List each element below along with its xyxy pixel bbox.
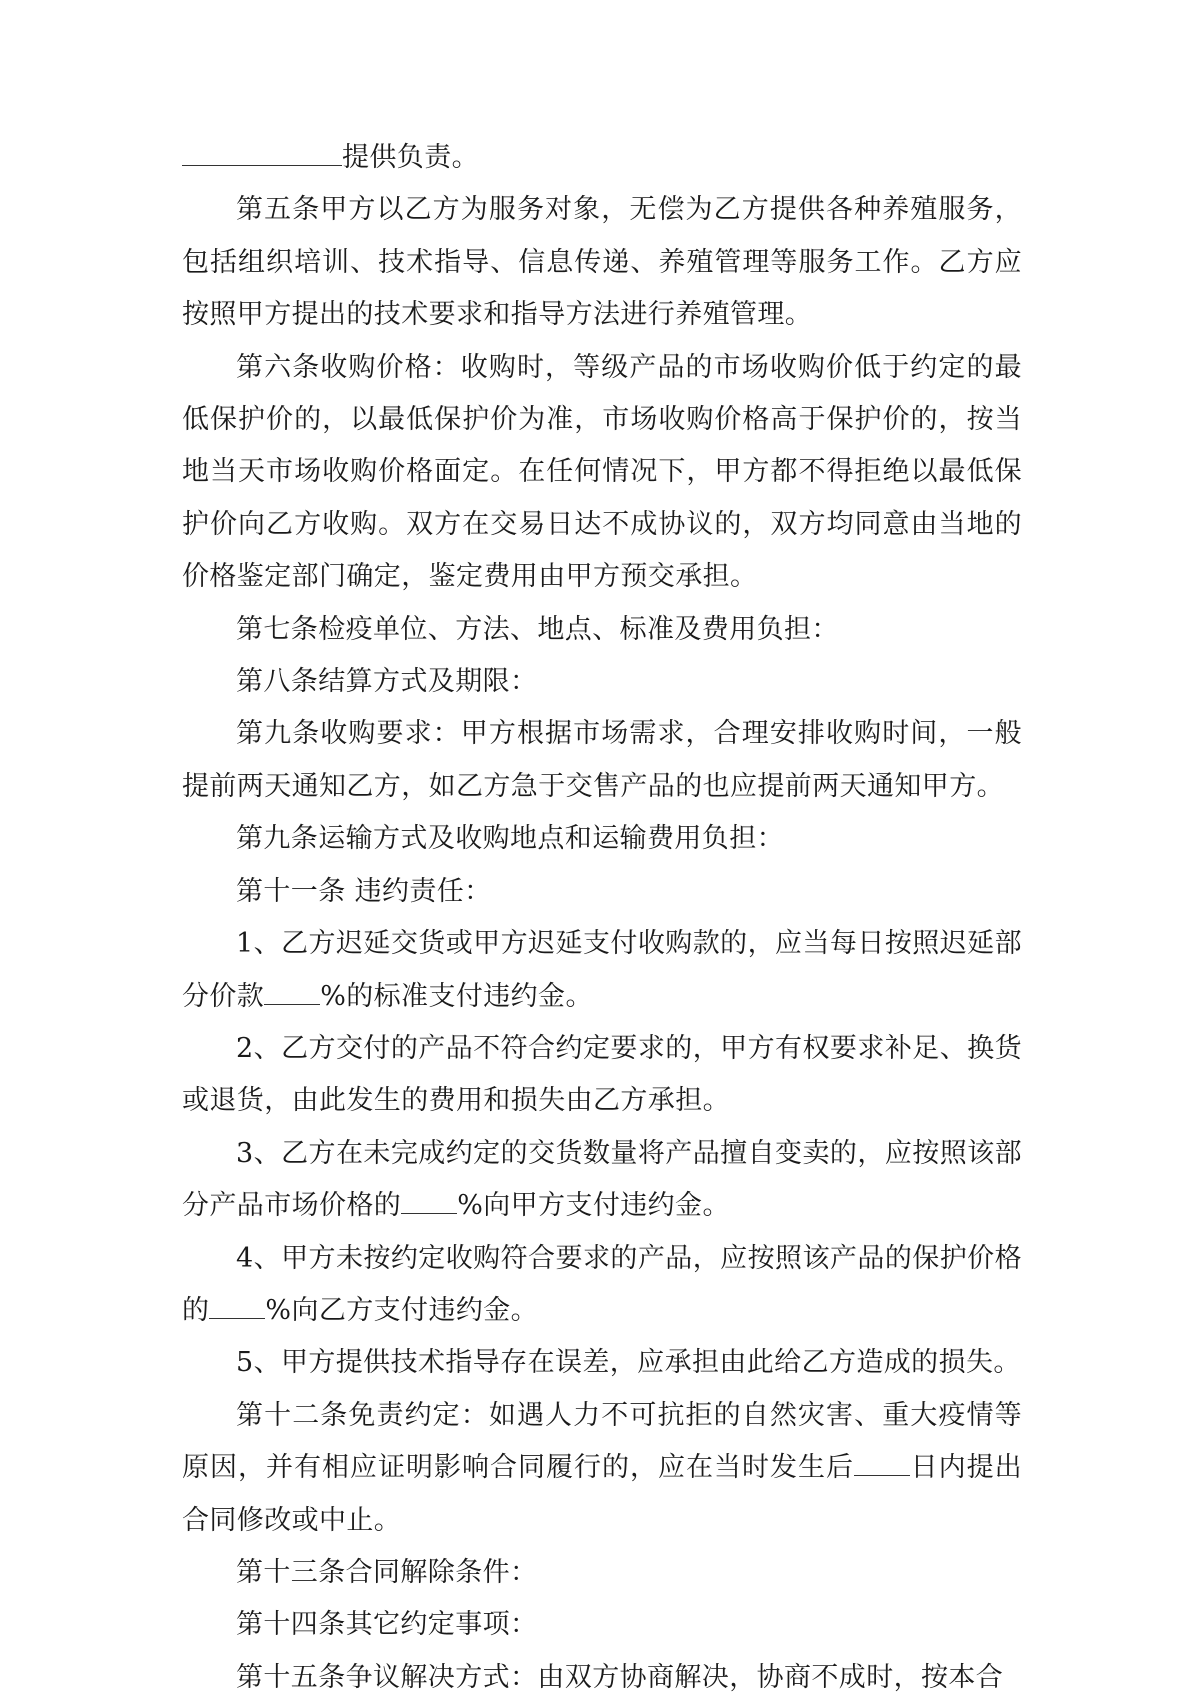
blank-line <box>854 1450 910 1477</box>
paragraph-article-15: 第十五条争议解决方式：由双方协商解决，协商不成时，按本合 <box>236 1661 1004 1693</box>
paragraph-article-12: 第十二条免责约定：如遇人力不可抗拒的自然灾害、重大疫情等原因，并有相应证明影响合同履行的，应在当时发生后 日内提出合同修改或中止。 <box>182 1399 1022 1536</box>
paragraph-article-9-purchase: 第九条收购要求：甲方根据市场需求，合理安排收购时间，一般提前两天通知乙方，如乙方急于交售产品的也应提前两天通知甲方。 <box>182 718 1022 802</box>
paragraph-liability-3: 3、乙方在未完成约定的交货数量将产品擅自变卖的，应按照该部分产品市场价格的 %向甲方支付违约金。 <box>182 1137 1022 1222</box>
paragraph-article-7: 第七条检疫单位、方法、地点、标准及费用负担： <box>236 613 839 645</box>
blank-line <box>401 1187 457 1214</box>
paragraph-article-11: 第十一条 违约责任： <box>236 875 492 907</box>
paragraph-liability-5: 5、甲方提供技术指导存在误差，应承担由此给乙方造成的损失。 <box>236 1347 1021 1379</box>
paragraph-0: 提供负责。 <box>182 132 1022 184</box>
paragraph-liability-1: 1、乙方迟延交货或甲方迟延支付收购款的，应当每日按照迟延部分价款 %的标准支付违约金。 <box>182 928 1022 1012</box>
paragraph-liability-2: 2、乙方交付的产品不符合约定要求的，甲方有权要求补足、换货或退货，由此发生的费用和损失由乙方承担。 <box>182 1032 1022 1117</box>
blank-line <box>209 1292 265 1319</box>
paragraph-article-5: 第五条甲方以乙方为服务对象，无偿为乙方提供各种养殖服务，包括组织培训、技术指导、信息传递、养殖管理等服务工作。乙方应按照甲方提出的技术要求和指导方法进行养殖管理。 <box>182 194 1022 331</box>
paragraph-article-14: 第十四条其它约定事项： <box>236 1609 538 1641</box>
paragraph-article-9-transport: 第九条运输方式及收购地点和运输费用负担： <box>236 823 784 855</box>
paragraph-liability-4: 4、甲方未按约定收购符合要求的产品，应按照该产品的保护价格的 %向乙方支付违约金。 <box>182 1242 1022 1326</box>
paragraph-article-8: 第八条结算方式及期限： <box>236 666 538 698</box>
blank-line <box>264 978 320 1005</box>
document-body <box>182 132 1022 1704</box>
paragraph-article-6: 第六条收购价格：收购时，等级产品的市场收购价低于约定的最低保护价的，以最低保护价为准，市场收购价格高于保护价的，按当地当天市场收购价格面定。在任何情况下，甲方都不得拒绝以最低保护价向乙方收购。双方在交易日达不成协议的，双方均同意由当地的价格鉴定部门确定，鉴定费用由甲方预交承担。 <box>182 351 1022 593</box>
blank-line <box>182 139 342 166</box>
paragraph-article-13: 第十三条合同解除条件： <box>236 1556 538 1588</box>
